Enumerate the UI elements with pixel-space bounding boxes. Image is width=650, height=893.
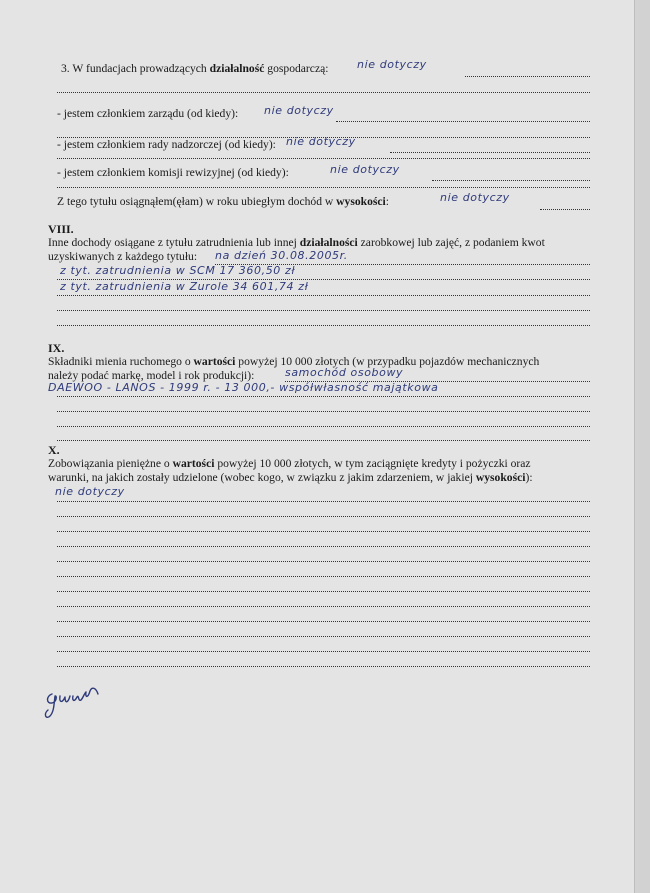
dotted-line: [57, 666, 590, 667]
section10-intro-line2: warunki, na jakich zostały udzielone (wobec kogo, w związku z jakim zdarzeniem, w jakiej: [48, 470, 476, 484]
section10-answer: nie dotyczy: [55, 485, 125, 498]
section8-answer-1: na dzień 30.08.2005r.: [215, 249, 348, 262]
dotted-line: [57, 591, 590, 592]
dotted-line: [57, 440, 590, 441]
section8-intro-tail: zarobkowej lub zajęć, z podaniem kwot: [357, 236, 545, 249]
section10-intro-tail: powyżej 10 000 złotych, w tym zaciągnięte kredyty i pożyczki oraz: [214, 457, 531, 470]
dotted-line: [57, 92, 590, 93]
board-label: - jestem członkiem zarządu (od kiedy):: [57, 107, 239, 120]
dotted-line: [57, 531, 590, 532]
section9-answer-2: DAEWOO - LANOS - 1999 r. - 13 000,- współwłasność majątkowa: [48, 381, 439, 394]
section9-intro-bold: wartości: [193, 355, 236, 368]
dotted-line: [57, 576, 590, 577]
section3-answer: nie dotyczy: [357, 58, 427, 71]
dotted-line: [540, 209, 590, 210]
section10-heading: X.: [48, 443, 60, 457]
section9-heading: IX.: [48, 341, 65, 355]
section3-question-tail: gospodarczą:: [264, 62, 329, 75]
section3-question-bold: działalność: [209, 62, 265, 75]
section8-heading: VIII.: [48, 222, 74, 236]
section10-intro-text: Zobowiązania pieniężne o: [48, 457, 173, 470]
income-label: [57, 195, 389, 209]
board-answer: nie dotyczy: [264, 104, 334, 117]
signature: [40, 676, 110, 720]
dotted-line: [336, 121, 590, 122]
section8-intro-text: Inne dochody osiągane z tytułu zatrudnienia lub innej: [48, 236, 300, 249]
page-edge: [634, 0, 650, 893]
audit-answer: nie dotyczy: [330, 163, 400, 176]
dotted-line: [57, 426, 590, 427]
section9-intro-line2: należy podać markę, model i rok produkcji):: [48, 368, 255, 382]
dotted-line: [390, 152, 590, 153]
dotted-line: [57, 621, 590, 622]
supervisory-label: - jestem członkiem rady nadzorczej (od kiedy):: [57, 138, 276, 151]
dotted-line: [57, 310, 590, 311]
section9-intro-tail: powyżej 10 000 złotych (w przypadku pojazdów mechanicznych: [235, 355, 540, 368]
section10-intro-line2-tail: ):: [525, 470, 533, 484]
section8-intro-line2: uzyskiwanych z każdego tytułu:: [48, 249, 198, 263]
dotted-line: [57, 636, 590, 637]
dotted-line: [57, 396, 590, 397]
dotted-line: [57, 546, 590, 547]
dotted-line: [432, 180, 590, 181]
dotted-line: [57, 158, 590, 159]
dotted-line: [465, 76, 590, 77]
income-label-text: Z tego tytułu osiągnąłem(ęłam) w roku ubiegłym dochód w: [57, 195, 337, 208]
income-answer: nie dotyczy: [440, 191, 510, 204]
dotted-line: [57, 325, 590, 326]
section10-intro-line2-bold: wysokości: [475, 470, 526, 484]
section9-intro-text: Składniki mienia ruchomego o: [48, 355, 194, 368]
section8-answer-3: z tyt. zatrudnienia w Zurole 34 601,74 zł: [60, 280, 309, 293]
dotted-line: [57, 606, 590, 607]
section3-question: [61, 62, 328, 76]
audit-label: - jestem członkiem komisji rewizyjnej (od kiedy):: [57, 166, 289, 179]
section8-answer-2: z tyt. zatrudnienia w SCM 17 360,50 zł: [60, 264, 296, 277]
section8-intro-bold: działalności: [299, 236, 358, 249]
dotted-line: [57, 295, 590, 296]
section10-intro: [48, 457, 603, 484]
dotted-line: [57, 561, 590, 562]
income-label-tail: :: [385, 195, 389, 208]
section9-answer-1: samochód osobowy: [285, 366, 404, 379]
dotted-line: [57, 516, 590, 517]
dotted-line: [57, 187, 590, 188]
income-label-bold: wysokości: [336, 195, 386, 208]
dotted-line: [57, 501, 590, 502]
supervisory-answer: nie dotyczy: [286, 135, 356, 148]
section10-intro-bold: wartości: [172, 457, 215, 470]
section3-question-text: 3. W fundacjach prowadzących: [61, 62, 210, 75]
dotted-line: [57, 411, 590, 412]
dotted-line: [57, 651, 590, 652]
